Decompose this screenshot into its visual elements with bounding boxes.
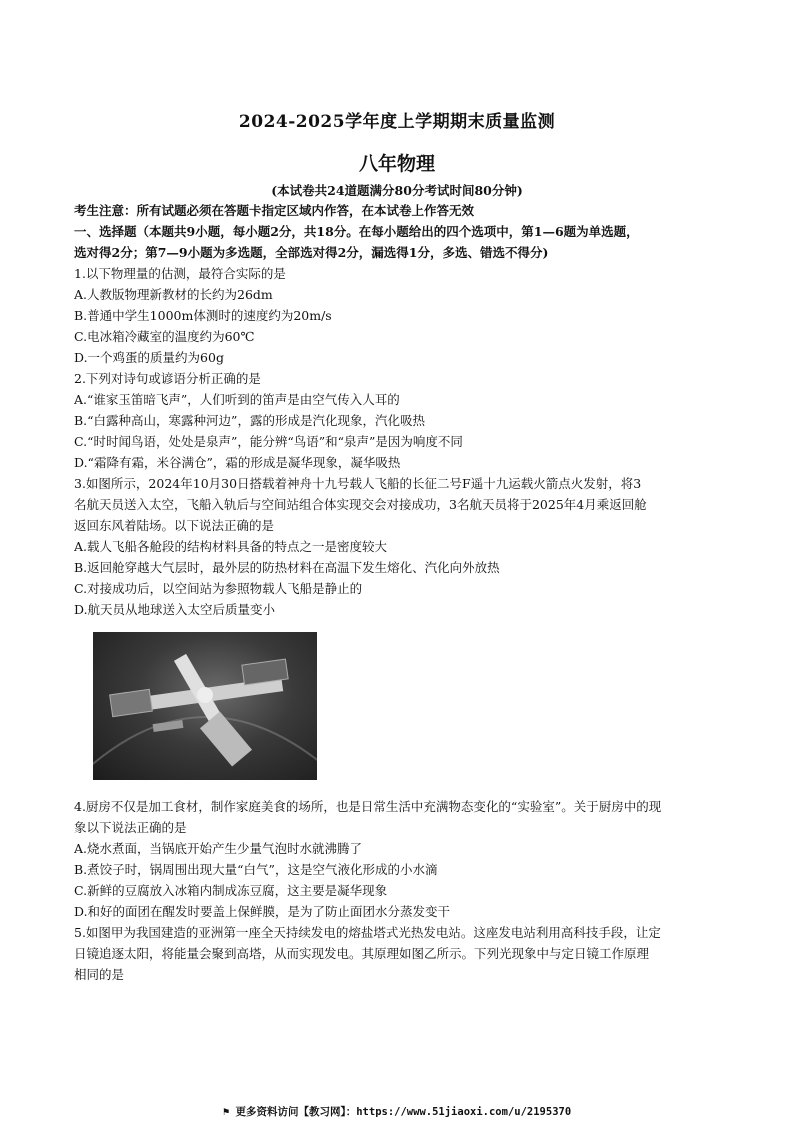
option-a: A.载人飞船各舱段的结构材料具备的特点之一是密度较大: [74, 539, 388, 554]
option-d: D.“霜降有霜，米谷满仓”，霜的形成是凝华现象，凝华吸热: [74, 455, 401, 470]
option-c: C.对接成功后，以空间站为参照物载人飞船是静止的: [74, 581, 363, 596]
question-stem: 相同的是: [74, 967, 125, 982]
question-stem: 1.以下物理量的估测，最符合实际的是: [74, 266, 286, 281]
option-a: A.烧水煮面，当锅底开始产生少量气泡时水就沸腾了: [74, 841, 363, 856]
question-stem: 3.如图所示，2024年10月30日搭载着神舟十九号载人飞船的长征二号F遥十九运载火箭点火发射，将3: [74, 476, 642, 491]
flag-icon: ⚑: [222, 1106, 236, 1118]
option-b: B.普通中学生1000m体测时的速度约为20m/s: [74, 308, 332, 323]
option-b: B.返回舱穿越大气层时，最外层的防热材料在高温下发生熔化、汽化向外放热: [74, 560, 500, 575]
option-d: D.一个鸡蛋的质量约为60g: [74, 350, 224, 365]
question-stem: 4.厨房不仅是加工食材，制作家庭美食的场所，也是日常生活中充满物态变化的“实验室”。关于厨房中的现: [74, 799, 662, 814]
question-2: [74, 368, 724, 473]
instructions: 考生注意：所有试题必须在答题卡指定区域内作答，在本试卷上作答无效: [74, 203, 475, 218]
space-station-illustration: [93, 632, 317, 780]
space-station-photo: [93, 632, 317, 780]
exam-subject: 八年物理: [358, 153, 435, 175]
option-d: D.航天员从地球送入太空后质量变小: [74, 602, 276, 617]
exam-body: [74, 200, 724, 985]
exam-note: (本试卷共24道题满分80分考试时间80分钟): [271, 183, 523, 198]
question-stem: 2.下列对诗句或谚语分析正确的是: [74, 371, 261, 386]
section-heading-line-2: 选对得2分；第7—9小题为多选题，全部选对得2分，漏选得1分，多选、错选不得分): [74, 245, 549, 260]
question-3: [74, 473, 724, 780]
option-c: C.新鲜的豆腐放入冰箱内制成冻豆腐，这主要是凝华现象: [74, 883, 388, 898]
exam-title: 2024-2025学年度上学期期末质量监测: [238, 112, 556, 132]
question-5: [74, 922, 724, 985]
question-stem: 返回东风着陆场。以下说法正确的是: [74, 518, 275, 533]
section-heading-line-1: 一、选择题（本题共9小题，每小题2分，共18分。在每小题给出的四个选项中，第1—6题为单选题，: [74, 224, 639, 239]
footer-text: 更多资料访问【教习网】：https://www.51jiaoxi.com/u/2195370: [235, 1106, 572, 1118]
option-a: A.人教版物理新教材的长约为26dm: [74, 287, 273, 302]
option-c: C.“时时闻鸟语，处处是泉声”，能分辨“鸟语”和“泉声”是因为响度不同: [74, 434, 463, 449]
footer-link[interactable]: [0, 1104, 794, 1119]
question-4: [74, 796, 724, 922]
option-a: A.“谁家玉笛暗飞声”，人们听到的笛声是由空气传入人耳的: [74, 392, 400, 407]
question-stem: 日镜追逐太阳，将能量会聚到高塔，从而实现发电。其原理如图乙所示。下列光现象中与定日镜工作原理: [74, 946, 650, 961]
option-c: C.电冰箱冷藏室的温度约为60℃: [74, 329, 255, 344]
option-b: B.煮饺子时，锅周围出现大量“白气”，这是空气液化形成的小水滴: [74, 862, 438, 877]
question-stem: 名航天员送入太空，飞船入轨后与空间站组合体实现交会对接成功，3名航天员将于2025年4月乘返回舱: [74, 497, 647, 512]
question-1: [74, 263, 724, 368]
option-b: B.“白露种高山，寒露种河边”，露的形成是汽化现象，汽化吸热: [74, 413, 425, 428]
option-d: D.和好的面团在醒发时要盖上保鲜膜，是为了防止面团水分蒸发变干: [74, 904, 451, 919]
question-stem: 5.如图甲为我国建造的亚洲第一座全天持续发电的熔盐塔式光热发电站。这座发电站利用高科技手段，让定: [74, 925, 661, 940]
question-stem: 象以下说法正确的是: [74, 820, 187, 835]
